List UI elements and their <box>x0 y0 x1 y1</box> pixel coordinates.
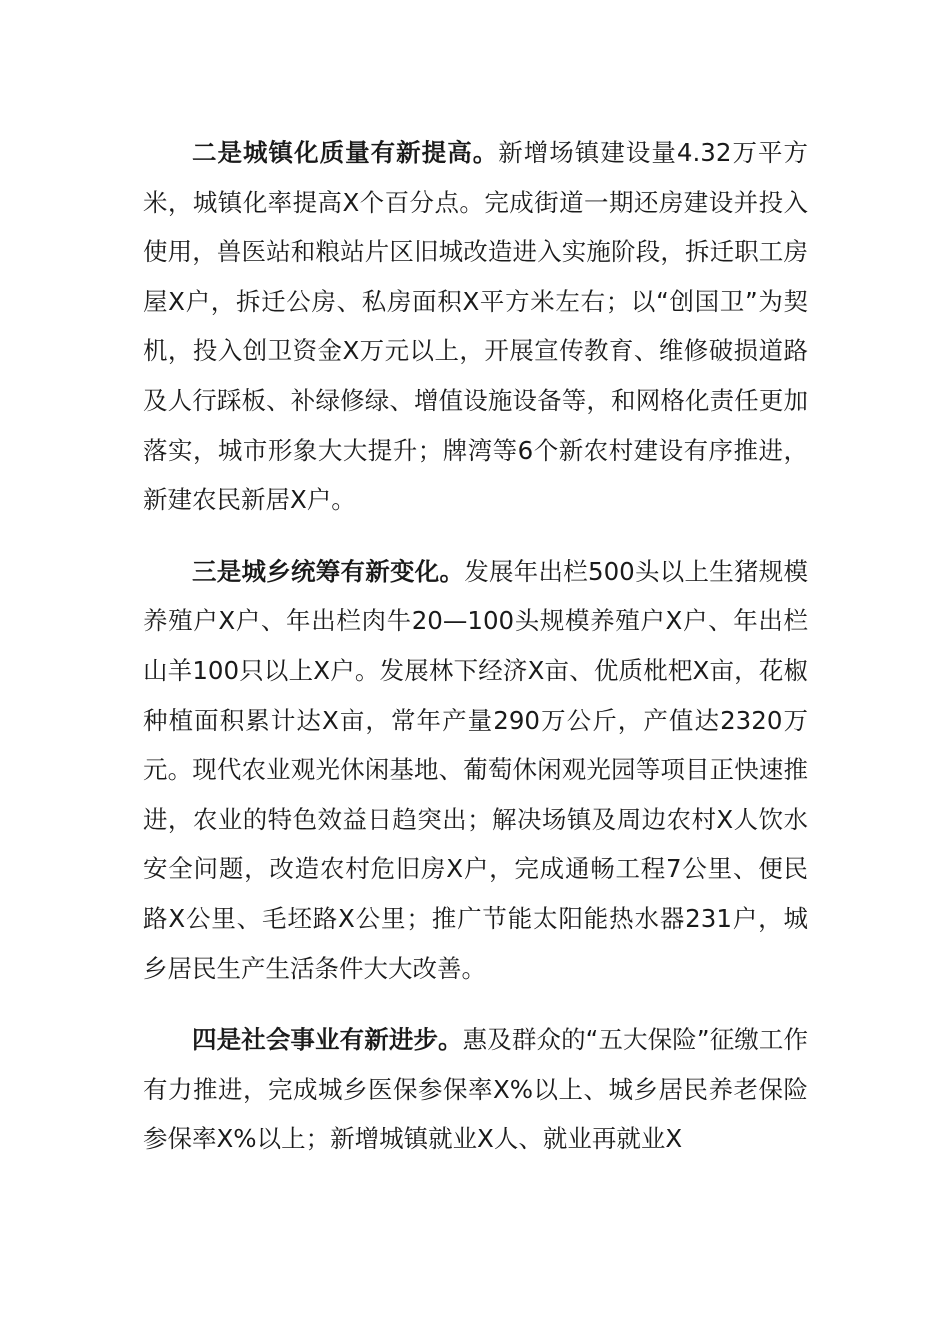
paragraph-social-undertakings <box>143 1015 808 1164</box>
paragraph-urbanization <box>143 128 808 525</box>
paragraph-urban-rural <box>143 547 808 993</box>
paragraph-body: 发展年出栏500头以上生猪规模养殖户X户、年出栏肉牛20—100头规模养殖户X户、年出栏山羊100只以上X户。发展林下经济X亩、优质枇杷X亩，花椒种植面积累计达X亩，常年产量290万公斤，产值达2320万元。现代农业观光休闲基地、葡萄休闲观光园等项目正快速推进，农业的特色效益日趋突出；解决场镇及周边农村X人饮水安全问题，改造农村危旧房X户，完成通畅工程7公里、便民路X公里、毛坯路X公里；推广节能太阳能热水器231户，城乡居民生产生活条件大大改善。 <box>143 556 809 983</box>
paragraph-body: 新增场镇建设量4.32万平方米，城镇化率提高X个百分点。完成街道一期还房建设并投入使用，兽医站和粮站片区旧城改造进入实施阶段，拆迁职工房屋X户，拆迁公房、私房面积X平方米左右；以“创国卫”为契机，投入创卫资金X万元以上，开展宣传教育、维修破损道路及人行踩板、补绿修绿、增值设施设备等，和网格化责任更加落实，城市形象大大提升；牌湾等6个新农村建设有序推进，新建农民新居X户。 <box>143 138 808 515</box>
paragraph-body: 惠及群众的“五大保险”征缴工作有力推进，完成城乡医保参保率X%以上、城乡居民养老保险参保率X%以上；新增城镇就业X人、就业再就业X <box>143 1025 809 1154</box>
paragraph-lead: 四是社会事业有新进步。 <box>192 1025 463 1055</box>
paragraph-lead: 三是城乡统筹有新变化。 <box>192 556 465 586</box>
paragraph-lead: 二是城镇化质量有新提高。 <box>192 138 499 167</box>
